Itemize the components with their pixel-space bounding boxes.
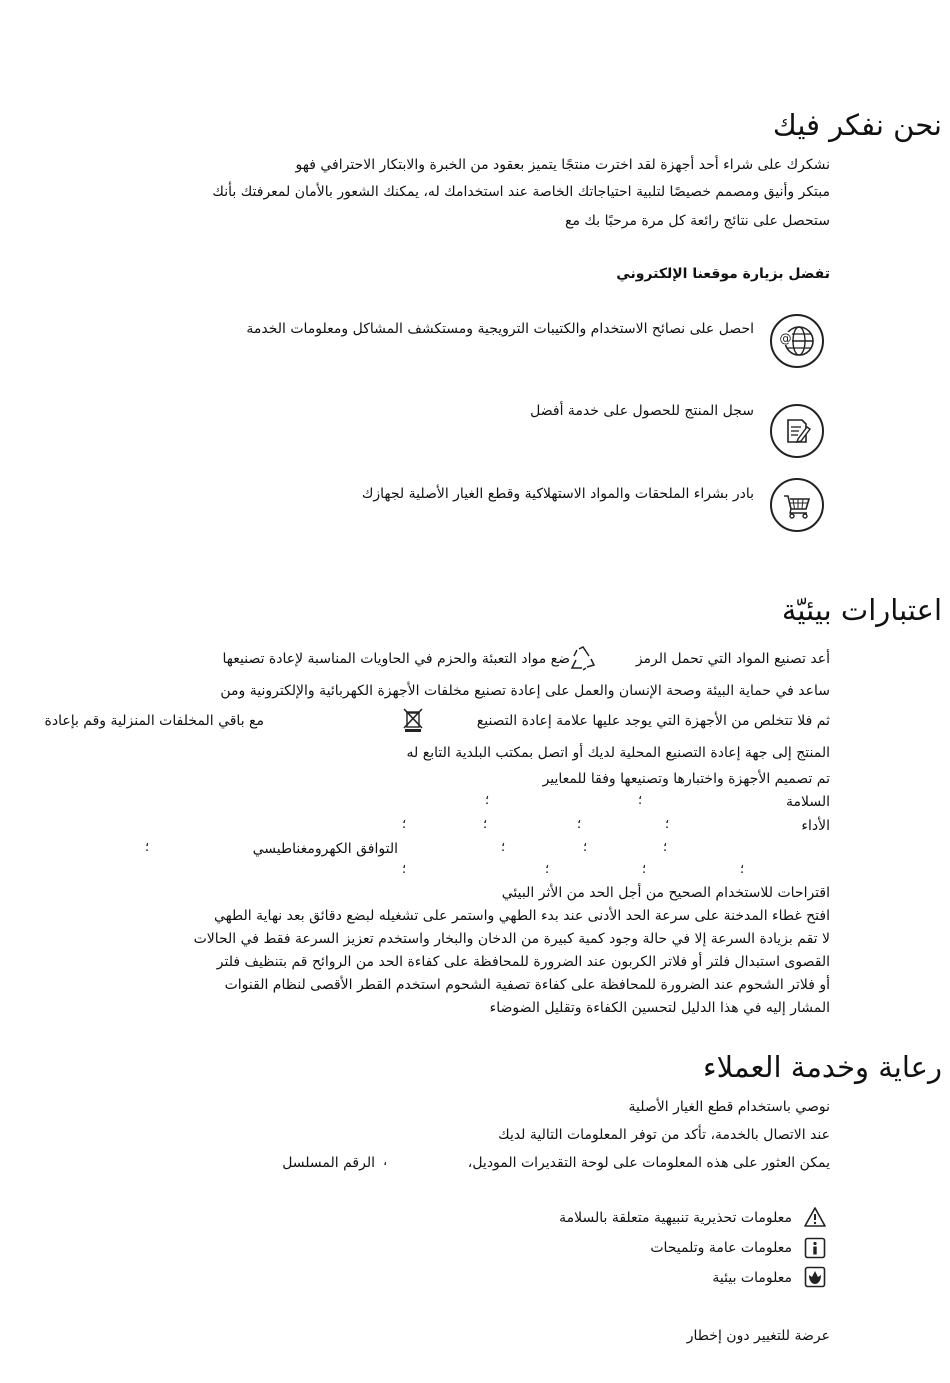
- standard-safety-label: السلامة: [785, 794, 830, 810]
- standard-separator: ؛: [483, 817, 488, 832]
- standard-separator: ؛: [638, 793, 643, 808]
- item-text-register: سجل المنتج للحصول على خدمة أفضل: [530, 403, 754, 419]
- tip-line-5: المشار إليه في هذا الدليل لتحسين الكفاءة وتقليل الضوضاء: [489, 1000, 830, 1016]
- env-line-4: المنتج إلى جهة إعادة التصنيع المحلية لديك أو اتصل بمكتب البلدية التابع له: [406, 745, 830, 761]
- env-line-3b: مع باقي المخلفات المنزلية وقم بإعادة: [44, 713, 264, 729]
- tip-line-2: لا تقم بزيادة السرعة إلا في حالة وجود كمية كبيرة من الدخان والبخار واستخدم تعزيز السرعة فقط في الحالات: [193, 931, 830, 947]
- standard-separator: ؛: [577, 817, 582, 832]
- standard-emc-label: التوافق الكهرومغناطيسي: [252, 841, 398, 857]
- legend-environment-text: معلومات بيئية: [712, 1270, 792, 1286]
- svg-text:@: @: [779, 331, 792, 346]
- care-line-3: يمكن العثور على هذه المعلومات على لوحة التقديرات الموديل،: [467, 1155, 830, 1171]
- intro-line-1: نشكرك على شراء أحد أجهزة لقد اخترت منتجًا يتميز بعقود من الخبرة والابتكار الاحترافي فهو: [295, 157, 830, 173]
- standard-separator: ؛: [663, 840, 668, 855]
- tips-heading: اقتراحات للاستخدام الصحيح من أجل الحد من الأثر البيئي: [501, 885, 830, 901]
- intro-line-2: مبتكر وأنيق ومصمم خصيصًا لتلبية احتياجاتك الخاصة عند استخدامك له، يمكنك الشعور بالأمان لمعرفتك بأنك: [212, 184, 830, 200]
- register-note-icon: [770, 404, 824, 458]
- standard-separator: ؛: [642, 862, 647, 877]
- recycle-symbol-icon: [565, 644, 599, 672]
- info-icon: [804, 1237, 826, 1259]
- footer-subject-to-change: عرضة للتغيير دون إخطار: [686, 1328, 830, 1344]
- environment-icon: [804, 1266, 826, 1288]
- section-title-environment: اعتبارات بيئيّة: [781, 593, 942, 627]
- item-text-tips: احصل على نصائح الاستخدام والكتيبات الترويجية ومستكشف المشاكل ومعلومات الخدمة: [246, 321, 754, 337]
- standard-separator: ؛: [501, 840, 506, 855]
- serial-number-label: الرقم المسلسل: [282, 1155, 375, 1171]
- care-line-2: عند الاتصال بالخدمة، تأكد من توفر المعلومات التالية لديك: [498, 1127, 830, 1143]
- standard-performance-label: الأداء: [801, 818, 830, 834]
- item-text-accessories: بادر بشراء الملحقات والمواد الاستهلاكية وقطع الغيار الأصلية لجهازك: [361, 486, 754, 502]
- env-line-2: ساعد في حماية البيئة وصحة الإنسان والعمل على إعادة تصنيع مخلفات الأجهزة الكهربائية والإلكترونية ومن: [220, 683, 830, 699]
- standard-separator: ؛: [145, 840, 150, 855]
- care-line-1: نوصي باستخدام قطع الغيار الأصلية: [628, 1099, 830, 1115]
- visit-website-heading: تفضل بزيارة موقعنا الإلكتروني: [616, 266, 830, 282]
- tip-line-3: القصوى استبدال فلتر أو فلاتر الكربون عند الضرورة للمحافظة على كفاءة الحد من الروائح قم بتنظيف فلتر: [216, 954, 830, 970]
- intro-line-3: ستحصل على نتائج رائعة كل مرة مرحبًا بك مع: [565, 213, 830, 229]
- standard-separator: ؛: [583, 840, 588, 855]
- section-title-customer-care: رعاية وخدمة العملاء: [702, 1050, 942, 1084]
- standard-separator: ؛: [485, 793, 490, 808]
- tip-line-1: افتح غطاء المدخنة على سرعة الحد الأدنى عند بدء الطهي واستمر على تشغيله لبضع دقائق بعد نهاية الطهي: [213, 908, 830, 924]
- standard-separator: ؛: [740, 862, 745, 877]
- legend-info-text: معلومات عامة وتلميحات: [650, 1240, 792, 1256]
- globe-at-icon: [770, 314, 824, 368]
- shopping-cart-icon: [770, 478, 824, 532]
- standard-separator: ؛: [402, 817, 407, 832]
- recycle-line-b: ضع مواد التعبئة والحزم في الحاويات المناسبة لإعادة تصنيعها: [222, 651, 570, 667]
- crossed-bin-icon: [402, 707, 424, 733]
- standard-separator: ؛: [665, 817, 670, 832]
- comma-separator: ،: [383, 1154, 388, 1169]
- warning-icon: [804, 1206, 826, 1228]
- env-line-3a: ثم فلا تتخلص من الأجهزة التي يوجد عليها علامة إعادة التصنيع: [476, 713, 830, 729]
- standard-separator: ؛: [402, 862, 407, 877]
- standard-separator: ؛: [545, 862, 550, 877]
- tip-line-4: أو فلاتر الشحوم عند الضرورة للمحافظة على كفاءة تصفية الشحوم استخدم القطر الأقصى لنظام القنوات: [224, 977, 830, 993]
- env-line-5: تم تصميم الأجهزة واختبارها وتصنيعها وفقا للمعايير: [542, 771, 830, 787]
- legend-warning-text: معلومات تحذيرية تنبيهية متعلقة بالسلامة: [559, 1210, 792, 1226]
- recycle-line-a: أعد تصنيع المواد التي تحمل الرمز: [635, 651, 830, 667]
- section-title-we-think-of-you: نحن نفكر فيك: [772, 108, 942, 142]
